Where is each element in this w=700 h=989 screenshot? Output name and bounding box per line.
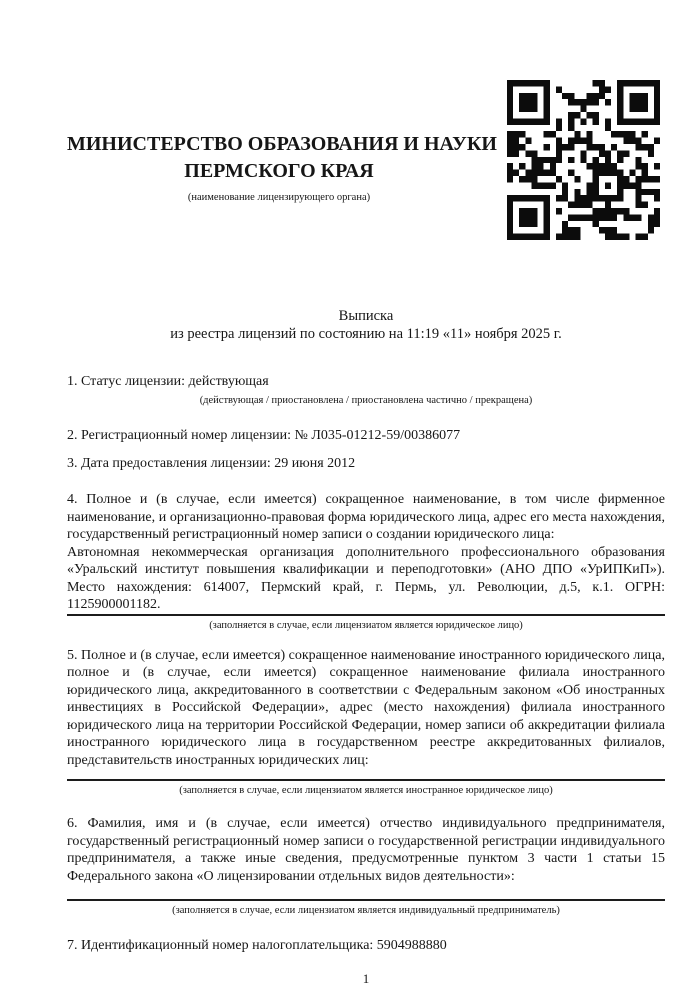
fill-in-line	[67, 899, 665, 901]
foreign-entity-label: 5. Полное и (в случае, если имеется) сокращенное наименование иностранного юридического лица, полное и (в случае, если имеется) сокращенное наименование филиала иностранного юридического лица, аккредитованного в соответствии с Федеральным законом «Об иностранных инвестициях в Российской Федерации», адрес (место нахождения) филиала иностранного юридического лица на территории Российской Федерации, номер записи об аккредитации филиала иностранного юридического лица в государственном реестре аккредитованных филиалов, представительств иностранных юридических лиц:	[67, 647, 665, 768]
ministry-caption: (наименование лицензирующего органа)	[187, 192, 371, 203]
document-subtitle: из реестра лицензий по состоянию на 11:19 «11» ноября 2025 г.	[170, 326, 562, 342]
fill-in-line	[67, 614, 665, 616]
individual-entrepreneur-label: 6. Фамилия, имя и (в случае, если имеется) отчество индивидуального предпринимателя, государственный регистрационный номер записи о государственной регистрации индивидуального предпринимателя, а также иные сведения, предусмотренные пунктом 3 части 1 статьи 15 Федерального закона «О лицензировании отдельных видов деятельности»:	[67, 816, 665, 884]
legal-entity-label: 4. Полное и (в случае, если имеется) сокращенное наименование, в том числе фирменное наименование, и организационно-правовая форма юридического лица, адрес его места нахождения, государственный регистрационный номер записи о создании юридического лица:	[67, 492, 665, 542]
ministry-name-line1: МИНИСТЕРСТВО ОБРАЗОВАНИЯ И НАУКИ	[67, 133, 497, 155]
registration-number-line: 2. Регистрационный номер лицензии: № Л035-01212-59/00386077	[67, 428, 461, 443]
inn-line: 7. Идентификационный номер налогоплательщика: 5904988880	[67, 938, 447, 953]
ministry-header	[67, 131, 497, 204]
document-title: Выписка	[338, 308, 394, 324]
legal-entity-caption: (заполняется в случае, если лицензиатом является юридическое лицо)	[209, 619, 523, 631]
legal-entity-section	[67, 491, 665, 632]
grant-date-line: 3. Дата предоставления лицензии: 29 июня 2012	[67, 456, 356, 471]
page-number: 1	[362, 971, 370, 986]
legal-entity-value: Автономная некоммерческая организация дополнительного профессионального образования «Уральский институт повышения квалификации и переподготовки» (АНО ДПО «УрИПКиП»). Место нахождения: 614007, Пермский край, г. Пермь, ул. Революции, д.5, к.1. ОГРН: 1125900001182.	[67, 544, 665, 612]
license-status-line: 1. Статус лицензии: действующая	[67, 374, 269, 389]
individual-entrepreneur-section	[67, 815, 665, 917]
license-status-caption: (действующая / приостановлена / приостановлена частично / прекращена)	[199, 395, 533, 406]
document-content	[67, 0, 665, 987]
foreign-entity-caption: (заполняется в случае, если лицензиатом является иностранное юридическое лицо)	[179, 785, 553, 796]
ministry-name-line2: ПЕРМСКОГО КРАЯ	[184, 160, 374, 182]
foreign-entity-section	[67, 647, 665, 798]
individual-entrepreneur-caption: (заполняется в случае, если лицензиатом является индивидуальный предприниматель)	[172, 905, 560, 916]
fill-in-line	[67, 779, 665, 781]
